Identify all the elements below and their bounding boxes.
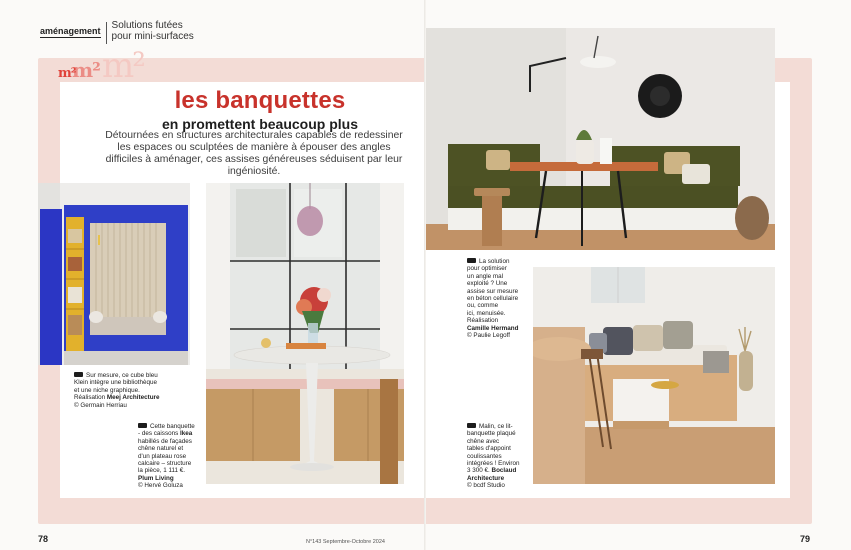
- caption-blue-cube: [74, 372, 184, 409]
- caption-line: pour optimiser: [467, 265, 507, 273]
- caption-line: et une niche graphique.: [74, 386, 140, 394]
- photo-oak-bed-banquette: [533, 267, 775, 484]
- caption-line: tables d'appoint: [467, 445, 511, 453]
- headline-subtitle: en promettent beaucoup plus: [161, 116, 358, 132]
- caption-line: Cette banquette: [150, 423, 195, 430]
- section-rubric: [40, 20, 194, 44]
- page-number-left: 78: [38, 534, 49, 544]
- camera-icon: [467, 258, 476, 263]
- article-lede: Détournées en structures architecturales capables de redessiner les espaces ou sculptées de manière à épouser des angles difficiles à aménager, ces assises généreuses séduisent par leur ingéniosité.: [105, 130, 403, 177]
- caption-line: 3 300 €.: [467, 467, 492, 475]
- caption-line: exploité ? Une: [467, 280, 508, 288]
- caption-line: Réalisation: [74, 394, 107, 402]
- caption-ikea: [138, 423, 204, 490]
- rubric-line-1: Solutions futées: [111, 20, 183, 31]
- caption-line: ici, menuisée.: [467, 309, 506, 317]
- caption-credit: Meej Architecture: [106, 394, 160, 402]
- caption-line: chêne avec: [467, 437, 500, 445]
- caption-line: Réalisation: [467, 317, 499, 325]
- m2-logo-small: m²: [58, 66, 76, 81]
- page-number-right: 79: [800, 534, 811, 544]
- m2-logo-large: m²: [102, 46, 144, 86]
- caption-line: en béton cellulaire: [467, 295, 519, 303]
- caption-credit: Boclaud: [491, 467, 517, 475]
- m2-logo-medium: m²: [72, 58, 100, 82]
- photo-corner-banquette: [426, 28, 775, 250]
- camera-icon: [74, 372, 83, 377]
- caption-brand: Ikea: [180, 430, 193, 438]
- caption-photo-credit: © Paulie Legoff: [467, 332, 511, 340]
- caption-line: assise sur mesure: [467, 287, 519, 295]
- caption-credit: Camille Hermand: [467, 324, 519, 332]
- caption-line: d'un plateau rose: [138, 452, 187, 460]
- headline-title: les banquettes: [174, 87, 346, 114]
- photo-blue-cube: [38, 183, 190, 365]
- caption-line: Sur mesure, ce cube bleu: [86, 372, 158, 379]
- photo-ikea-banquette: [206, 183, 404, 484]
- rubric-line-2: pour mini-surfaces: [111, 31, 194, 42]
- caption-photo-credit: © bcdf Studio: [467, 482, 505, 490]
- caption-line: banquette plaqué: [467, 430, 516, 438]
- caption-line: intégrées ! Environ: [467, 460, 520, 468]
- caption-line: La solution: [479, 258, 510, 265]
- issue-label: N°143 Septembre-Octobre 2024: [306, 539, 385, 545]
- caption-credit: Plum Living: [138, 474, 174, 482]
- caption-oak: [467, 423, 531, 490]
- rubric-subtitle: [112, 20, 194, 42]
- caption-line: un angle mal: [467, 272, 504, 280]
- caption-corner: [467, 258, 533, 339]
- caption-line: calcaire – structure: [138, 460, 192, 468]
- caption-line: Malin, ce lit-: [479, 423, 513, 430]
- caption-line: ou, comme: [467, 302, 499, 310]
- camera-icon: [138, 423, 147, 428]
- caption-line: habillés de façades: [138, 437, 192, 445]
- caption-photo-credit: © Germain Herriau: [74, 401, 127, 409]
- caption-line: coulissantes: [467, 452, 502, 460]
- caption-line: Klein intègre une bibliothèque: [74, 379, 157, 387]
- camera-icon: [467, 423, 476, 428]
- caption-line: la pièce, 1 111 €.: [138, 467, 186, 475]
- rubric-divider: [106, 22, 107, 44]
- caption-photo-credit: © Hervé Goluza: [138, 482, 183, 490]
- rubric-tag: aménagement: [40, 20, 101, 38]
- m2-logo: [58, 46, 148, 86]
- caption-credit: Architecture: [467, 474, 505, 482]
- caption-line: chêne naturel et: [138, 445, 184, 453]
- caption-line: - des caissons: [138, 430, 180, 438]
- article-headline: [110, 88, 410, 132]
